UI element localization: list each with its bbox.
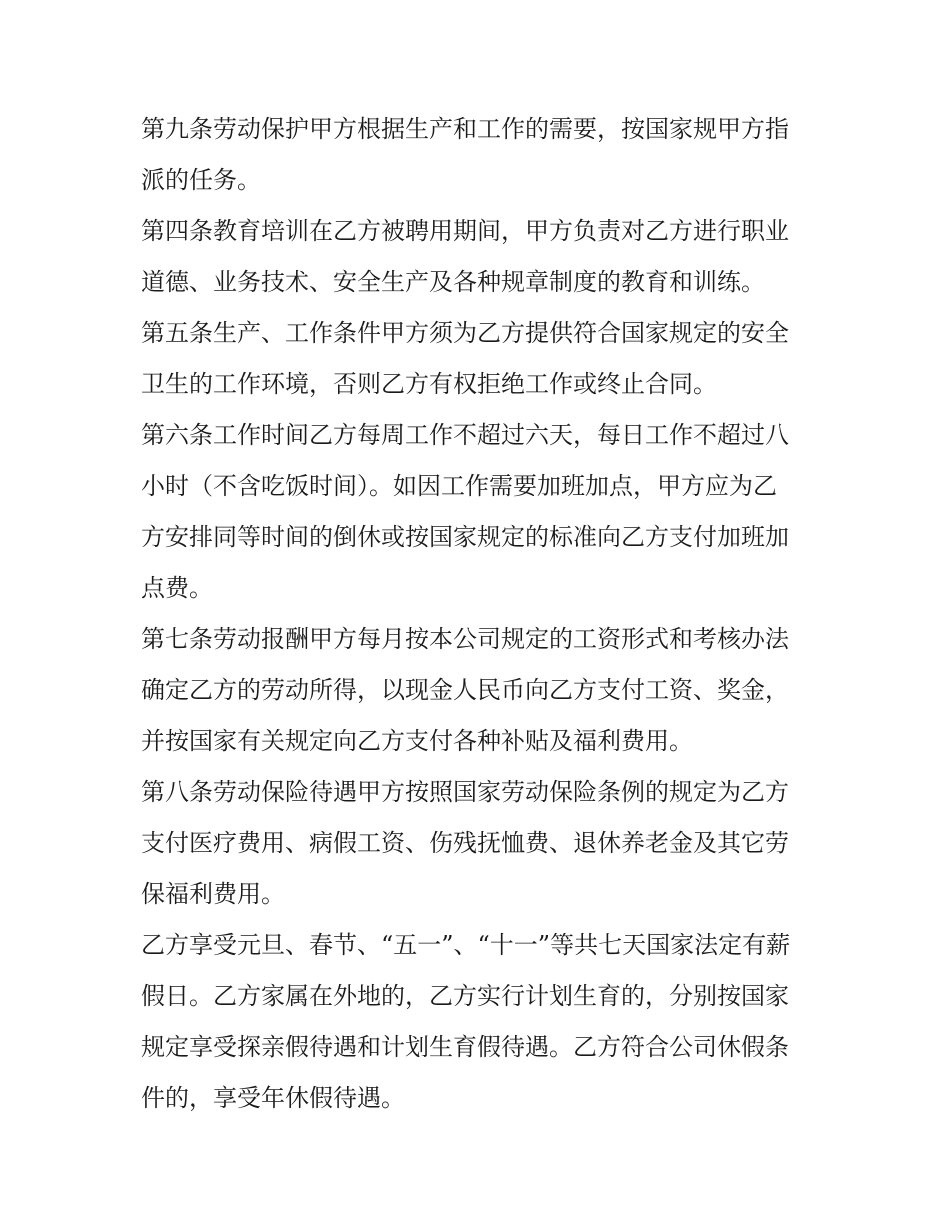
text-line: 假日。乙方家属在外地的，乙方实行计划生育的，分别按国家 [141, 982, 789, 1010]
text-line: 件的，享受年休假待遇。 [141, 1084, 405, 1112]
text-line: 第六条工作时间乙方每周工作不超过六天，每日工作不超过八 [141, 421, 789, 449]
text-line: 第七条劳动报酬甲方每月按本公司规定的工资形式和考核办法 [141, 625, 789, 653]
text-line: 第四条教育培训在乙方被聘用期间，甲方负责对乙方进行职业 [141, 217, 789, 245]
text-line: 道德、业务技术、安全生产及各种规章制度的教育和训练。 [141, 268, 765, 296]
text-line: 卫生的工作环境，否则乙方有权拒绝工作或终止合同。 [141, 370, 717, 398]
text-line: 派的任务。 [141, 166, 261, 194]
text-line: 第八条劳动保险待遇甲方按照国家劳动保险条例的规定为乙方 [141, 778, 789, 806]
text-line: 第五条生产、工作条件甲方须为乙方提供符合国家规定的安全 [141, 319, 789, 347]
text-line: 保福利费用。 [141, 880, 285, 908]
text-line: 第九条劳动保护甲方根据生产和工作的需要，按国家规甲方指 [141, 115, 789, 143]
document-body [141, 104, 813, 1124]
text-line: 小时（不含吃饭时间）。如因工作需要加班加点，甲方应为乙 [141, 472, 777, 500]
text-line: 并按国家有关规定向乙方支付各种补贴及福利费用。 [141, 727, 693, 755]
text-line: 确定乙方的劳动所得，以现金人民币向乙方支付工资、奖金， [141, 676, 789, 704]
text-line: 乙方享受元旦、春节、“五一”、“十一”等共七天国家法定有薪 [141, 931, 791, 959]
text-line: 支付医疗费用、病假工资、伤残抚恤费、退休养老金及其它劳 [141, 829, 789, 857]
text-line: 方安排同等时间的倒休或按国家规定的标准向乙方支付加班加 [141, 523, 789, 551]
text-line: 点费。 [141, 574, 213, 602]
text-line: 规定享受探亲假待遇和计划生育假待遇。乙方符合公司休假条 [141, 1033, 789, 1061]
